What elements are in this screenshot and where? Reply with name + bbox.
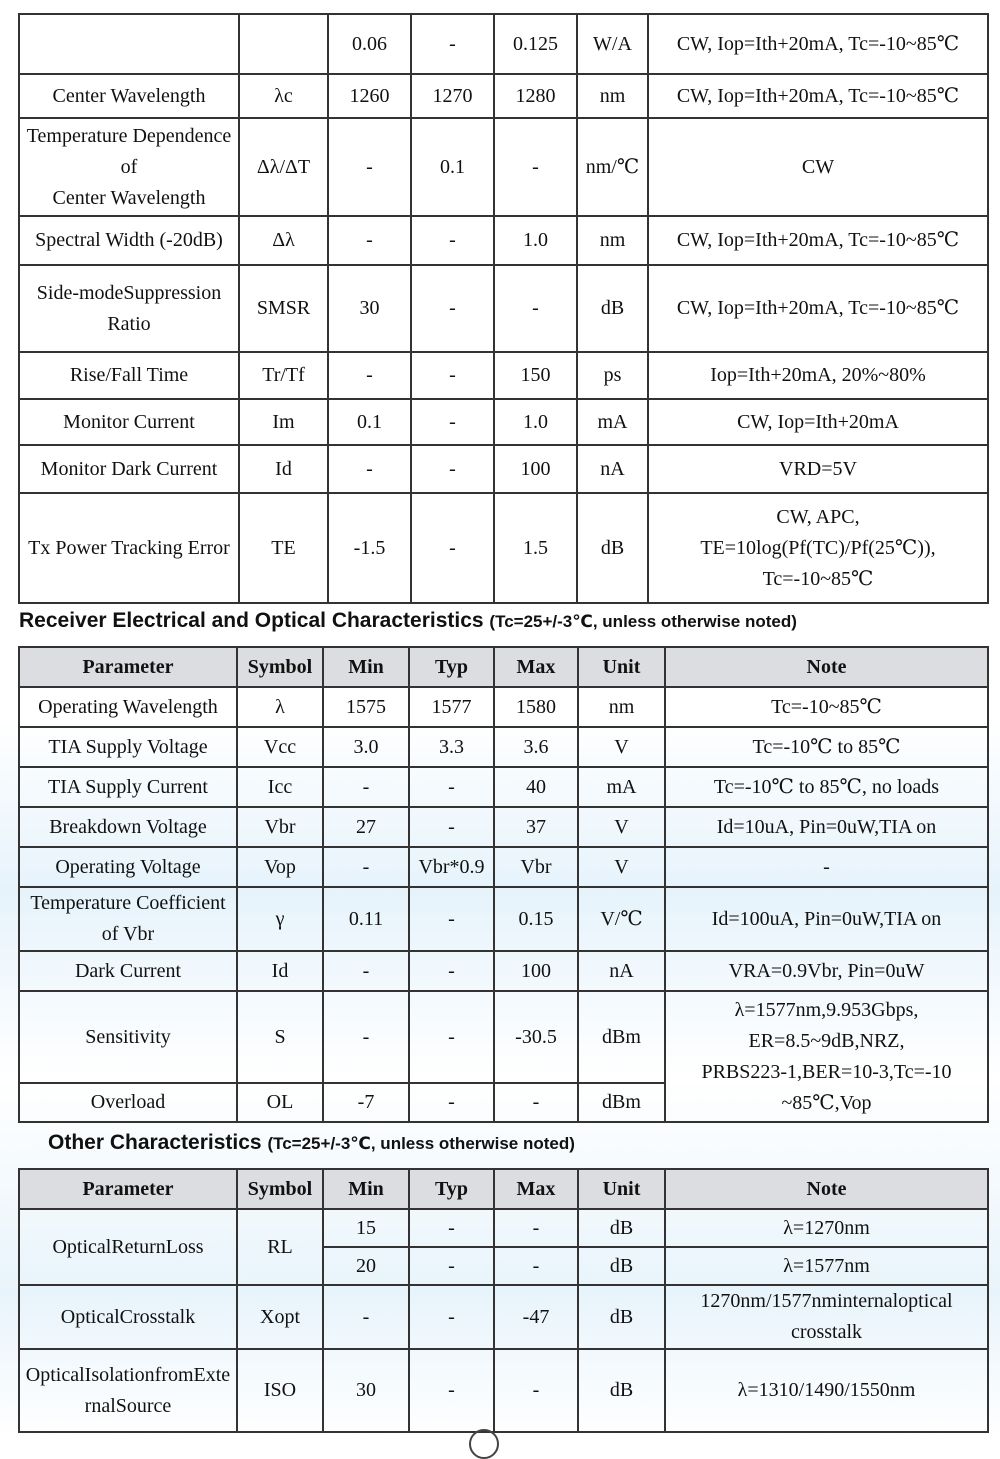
cell-note: VRD=5V [648, 445, 988, 493]
header-parameter: Parameter [19, 647, 237, 687]
cell-max: -47 [494, 1285, 578, 1349]
table-row [19, 687, 988, 727]
cell-min: 0.11 [323, 887, 409, 951]
cell-typ: - [409, 767, 494, 807]
cell-note: 1270nm/1577nminternaloptical crosstalk [665, 1285, 988, 1349]
cell-unit: nm [577, 74, 648, 118]
table-row [19, 399, 988, 445]
header-note: Note [665, 647, 988, 687]
cell-symbol: S [237, 991, 323, 1083]
cell-typ: - [411, 216, 494, 265]
cell-param: Monitor Current [19, 399, 239, 445]
cell-unit: dBm [578, 1083, 665, 1122]
other-table-body [19, 1209, 988, 1432]
cell-min: - [323, 767, 409, 807]
cell-typ: 0.1 [411, 118, 494, 216]
cell-max: -30.5 [494, 991, 578, 1083]
header-unit: Unit [578, 1169, 665, 1209]
cell-param: Sensitivity [19, 991, 237, 1083]
cell-symbol: Tr/Tf [239, 352, 328, 399]
table-row-orl-1 [19, 1209, 988, 1247]
cell-min: - [323, 951, 409, 991]
cell-typ: - [409, 1209, 494, 1247]
cell-min: - [328, 118, 411, 216]
cell-note: Tc=-10℃ to 85℃, no loads [665, 767, 988, 807]
cell-max: - [494, 1247, 578, 1285]
cell-note: λ=1310/1490/1550nm [665, 1349, 988, 1432]
table-row-isolation [19, 1349, 988, 1432]
cell-param: Overload [19, 1083, 237, 1122]
cell-unit: mA [577, 399, 648, 445]
cell-min: - [323, 847, 409, 887]
cell-note: CW, Iop=Ith+20mA, Tc=-10~85℃ [648, 74, 988, 118]
cell-symbol: Δλ/ΔT [239, 118, 328, 216]
cell-min: 30 [323, 1349, 409, 1432]
cell-note: Id=100uA, Pin=0uW,TIA on [665, 887, 988, 951]
cell-max: - [494, 1083, 578, 1122]
cell-unit: V [578, 727, 665, 767]
cell-unit: dBm [578, 991, 665, 1083]
cell-symbol: Id [239, 445, 328, 493]
other-characteristics-table [18, 1168, 989, 1433]
cell-max: 1.0 [494, 216, 577, 265]
cell-typ: - [409, 991, 494, 1083]
other-subtitle: (Tc=25+/-3℃, unless otherwise noted) [267, 1134, 575, 1153]
cell-min: 30 [328, 265, 411, 352]
cell-max: 3.6 [494, 727, 578, 767]
cell-note: Tc=-10~85℃ [665, 687, 988, 727]
cell-note: Iop=Ith+20mA, 20%~80% [648, 352, 988, 399]
cell-symbol: Im [239, 399, 328, 445]
cell-symbol: Vbr [237, 807, 323, 847]
cell-unit: nm [577, 216, 648, 265]
cell-min: 15 [323, 1209, 409, 1247]
cell-unit: dB [577, 493, 648, 603]
cell-min: 1260 [328, 74, 411, 118]
cell-min: -7 [323, 1083, 409, 1122]
cell-symbol [239, 14, 328, 74]
table-row [19, 265, 988, 352]
cell-note: CW, Iop=Ith+20mA, Tc=-10~85℃ [648, 14, 988, 74]
cell-shared-note: λ=1577nm,9.953Gbps, ER=8.5~9dB,NRZ, PRBS223-1,BER=10-3,Tc=-10 ~85℃,Vop [665, 991, 988, 1122]
header-typ: Typ [409, 1169, 494, 1209]
header-min: Min [323, 647, 409, 687]
receiver-title: Receiver Electrical and Optical Characteristics [19, 609, 484, 632]
cell-symbol: Id [237, 951, 323, 991]
cell-param: Temperature Coefficient of Vbr [19, 887, 237, 951]
cell-unit: ps [577, 352, 648, 399]
cell-note: CW, Iop=Ith+20mA [648, 399, 988, 445]
cell-symbol: ISO [237, 1349, 323, 1432]
cell-min: 27 [323, 807, 409, 847]
cell-typ: - [411, 493, 494, 603]
cell-typ: - [411, 399, 494, 445]
table-row [19, 74, 988, 118]
cell-typ: - [411, 352, 494, 399]
cell-note: λ=1577nm [665, 1247, 988, 1285]
header-symbol: Symbol [237, 647, 323, 687]
cell-param: Monitor Dark Current [19, 445, 239, 493]
cell-max: 1.5 [494, 493, 577, 603]
cell-typ: 1270 [411, 74, 494, 118]
cell-param: OpticalReturnLoss [19, 1209, 237, 1285]
cell-param: Rise/Fall Time [19, 352, 239, 399]
cell-param: TIA Supply Current [19, 767, 237, 807]
cell-param: Temperature Dependence of Center Wavelength [19, 118, 239, 216]
table-row [19, 807, 988, 847]
cell-min: 0.1 [328, 399, 411, 445]
cell-typ: - [409, 1285, 494, 1349]
table-row [19, 118, 988, 216]
cell-typ: - [411, 445, 494, 493]
table-row-sensitivity [19, 991, 988, 1083]
cell-note: VRA=0.9Vbr, Pin=0uW [665, 951, 988, 991]
cell-max: 37 [494, 807, 578, 847]
cell-symbol: SMSR [239, 265, 328, 352]
cell-param: OpticalIsolationfromExte rnalSource [19, 1349, 237, 1432]
cell-param: Tx Power Tracking Error [19, 493, 239, 603]
cell-note: λ=1270nm [665, 1209, 988, 1247]
receiver-section-title [19, 609, 797, 633]
cell-unit: V [578, 847, 665, 887]
cell-symbol: TE [239, 493, 328, 603]
cell-typ: - [409, 887, 494, 951]
cell-unit: dB [578, 1209, 665, 1247]
receiver-sensitivity-block [19, 991, 988, 1122]
cell-note: - [665, 847, 988, 887]
cell-min: - [328, 352, 411, 399]
cell-note: CW, Iop=Ith+20mA, Tc=-10~85℃ [648, 265, 988, 352]
cell-min: 20 [323, 1247, 409, 1285]
cell-min: - [323, 991, 409, 1083]
cell-typ: - [411, 265, 494, 352]
cell-unit: dB [578, 1285, 665, 1349]
cell-param: Spectral Width (-20dB) [19, 216, 239, 265]
table-row [19, 445, 988, 493]
cell-param: Operating Voltage [19, 847, 237, 887]
table-row [19, 493, 988, 603]
cell-param: Breakdown Voltage [19, 807, 237, 847]
cell-param: Operating Wavelength [19, 687, 237, 727]
cell-unit: nA [578, 951, 665, 991]
cell-note: Id=10uA, Pin=0uW,TIA on [665, 807, 988, 847]
cell-min: 3.0 [323, 727, 409, 767]
cell-max: 1280 [494, 74, 577, 118]
cell-min: 1575 [323, 687, 409, 727]
cell-unit: mA [578, 767, 665, 807]
cell-min: - [323, 1285, 409, 1349]
cell-typ: - [409, 951, 494, 991]
cell-max: - [494, 1349, 578, 1432]
header-min: Min [323, 1169, 409, 1209]
cell-min: -1.5 [328, 493, 411, 603]
header-unit: Unit [578, 647, 665, 687]
table-row-crosstalk [19, 1285, 988, 1349]
cell-typ: Vbr*0.9 [409, 847, 494, 887]
cell-symbol: Xopt [237, 1285, 323, 1349]
cell-max: - [494, 265, 577, 352]
cell-symbol: Icc [237, 767, 323, 807]
cell-max: 1.0 [494, 399, 577, 445]
cell-max: 0.15 [494, 887, 578, 951]
cell-unit: dB [578, 1349, 665, 1432]
cell-unit: dB [578, 1247, 665, 1285]
cell-max: 100 [494, 445, 577, 493]
cell-max: 1580 [494, 687, 578, 727]
cell-symbol: λc [239, 74, 328, 118]
other-title: Other Characteristics [48, 1131, 262, 1154]
tx-table-body [19, 14, 988, 603]
table-row [19, 767, 988, 807]
table-row [19, 216, 988, 265]
cell-typ: - [409, 1083, 494, 1122]
cell-typ: 3.3 [409, 727, 494, 767]
cell-typ: - [409, 1247, 494, 1285]
header-max: Max [494, 1169, 578, 1209]
cell-min: 0.06 [328, 14, 411, 74]
cell-symbol: RL [237, 1209, 323, 1285]
table-row [19, 951, 988, 991]
cell-note: CW, APC, TE=10log(Pf(TC)/Pf(25℃)), Tc=-10~85℃ [648, 493, 988, 603]
cell-param: Dark Current [19, 951, 237, 991]
cell-typ: - [411, 14, 494, 74]
receiver-header-row [19, 647, 988, 687]
cell-note: CW, Iop=Ith+20mA, Tc=-10~85℃ [648, 216, 988, 265]
cell-unit: nm/℃ [577, 118, 648, 216]
table-row [19, 352, 988, 399]
cell-note: CW [648, 118, 988, 216]
header-typ: Typ [409, 647, 494, 687]
cell-typ: - [409, 1349, 494, 1432]
cell-unit: W/A [577, 14, 648, 74]
cell-min: - [328, 216, 411, 265]
table-row [19, 727, 988, 767]
cell-unit: V/℃ [578, 887, 665, 951]
header-max: Max [494, 647, 578, 687]
cell-typ: - [409, 807, 494, 847]
cell-max: - [494, 118, 577, 216]
cell-symbol: λ [237, 687, 323, 727]
cell-unit: dB [577, 265, 648, 352]
header-parameter: Parameter [19, 1169, 237, 1209]
cell-param: Side-modeSuppression Ratio [19, 265, 239, 352]
receiver-subtitle: (Tc=25+/-3℃, unless otherwise noted) [489, 612, 797, 631]
cell-param: OpticalCrosstalk [19, 1285, 237, 1349]
cell-min: - [328, 445, 411, 493]
cell-symbol: Δλ [239, 216, 328, 265]
cell-typ: 1577 [409, 687, 494, 727]
receiver-table-body [19, 687, 988, 991]
page-footer-circle-icon [469, 1429, 499, 1459]
cell-param: Center Wavelength [19, 74, 239, 118]
table-row [19, 14, 988, 74]
table-row [19, 887, 988, 951]
cell-unit: nm [578, 687, 665, 727]
cell-max: 100 [494, 951, 578, 991]
cell-max: 0.125 [494, 14, 577, 74]
header-note: Note [665, 1169, 988, 1209]
cell-unit: nA [577, 445, 648, 493]
cell-max: 40 [494, 767, 578, 807]
cell-param: TIA Supply Voltage [19, 727, 237, 767]
other-section-title [48, 1131, 575, 1155]
cell-symbol: Vcc [237, 727, 323, 767]
cell-max: - [494, 1209, 578, 1247]
tx-characteristics-table [18, 13, 989, 604]
cell-param [19, 14, 239, 74]
cell-max: Vbr [494, 847, 578, 887]
cell-symbol: Vop [237, 847, 323, 887]
cell-unit: V [578, 807, 665, 847]
header-symbol: Symbol [237, 1169, 323, 1209]
cell-max: 150 [494, 352, 577, 399]
cell-symbol: γ [237, 887, 323, 951]
cell-symbol: OL [237, 1083, 323, 1122]
cell-note: Tc=-10℃ to 85℃ [665, 727, 988, 767]
other-header-row [19, 1169, 988, 1209]
table-row [19, 847, 988, 887]
receiver-characteristics-table [18, 646, 989, 1123]
